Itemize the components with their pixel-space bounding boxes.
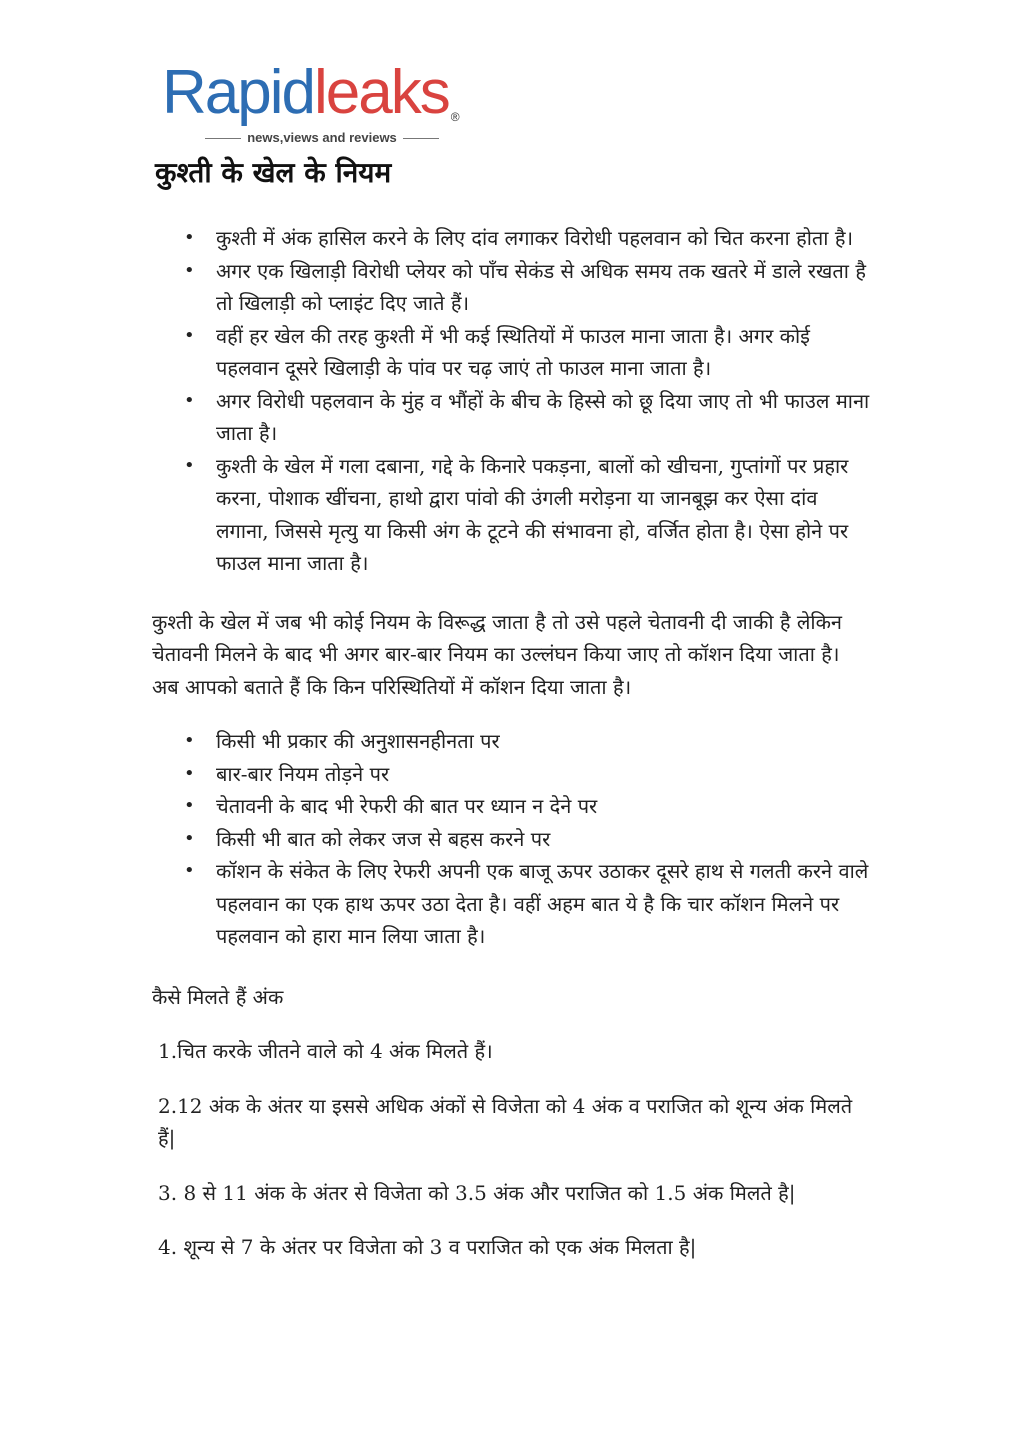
bullet-dot-icon: • (184, 389, 195, 411)
rules-list-item (152, 255, 872, 320)
bullet-dot-icon: • (184, 762, 195, 784)
scoring-rule: 2.12 अंक के अंतर या इससे अधिक अंकों से विजेता को 4 अंक व पराजित को शून्य अंक मिलते हैं| (158, 1093, 853, 1150)
logo-rapid-text: Rapid (162, 58, 314, 127)
bullet-dot-icon: • (184, 795, 195, 816)
caution-list-item (152, 823, 872, 856)
caution-text: बार-बार नियम तोड़ने पर (216, 761, 390, 786)
caution-text: किसी भी बात को लेकर जज से बहस करने पर (216, 826, 551, 851)
bullet-dot-icon: • (184, 259, 195, 281)
caution-intro-paragraph: कुश्ती के खेल में जब भी कोई नियम के विरूद्ध जाता है तो उसे पहले चेतावनी दी जाकी है लेकिन चेतावनी मिलने के बाद भी अगर बार-बार नियम का उल्लंघन किया जाए तो कॉशन दिया जाता है। अब आपको बताते हैं कि किन परिस्थितियों में कॉशन दिया जाता है। (152, 609, 843, 699)
caution-text: चेतावनी के बाद भी रेफरी की बात पर ध्यान न देने पर (216, 794, 598, 818)
article-body (152, 222, 872, 1264)
bullet-dot-icon: • (184, 730, 195, 751)
caution-list-item (152, 855, 872, 953)
rule-text: वहीं हर खेल की तरह कुश्ती में भी कई स्थितियों में फाउल माना जाता है। अगर कोई पहलवान दूसरे खिलाड़ी के पांव पर चढ़ जाएं तो फाउल माना जाता है। (216, 323, 810, 380)
rules-list-item (152, 320, 872, 385)
caution-list-item (152, 790, 872, 823)
rule-text: अगर एक खिलाड़ी विरोधी प्लेयर को पाँच सेकंड से अधिक समय तक खतरे में डाले रखता है तो खिलाड़ी को प्लाइंट दिए जाते हैं। (216, 258, 866, 315)
rules-list-item (152, 385, 872, 450)
rule-text: कुश्ती में अंक हासिल करने के लिए दांव लगाकर विरोधी पहलवान को चित करना होता है। (216, 226, 854, 250)
registered-mark: ® (450, 110, 458, 124)
logo-tagline: news,views and reviews (192, 130, 452, 145)
bullet-dot-icon: • (184, 827, 195, 849)
rule-text: अगर विरोधी पहलवान के मुंह व भौंहों के बीच के हिस्से को छू दिया जाए तो भी फाउल माना जाता है। (216, 388, 870, 445)
scoring-rule: 3. 8 से 11 अंक के अंतर से विजेता को 3.5 अंक और पराजित को 1.5 अंक मिलते है| (158, 1180, 796, 1205)
logo-leaks-text: leaks (314, 58, 449, 127)
bullet-dot-icon: • (184, 860, 195, 881)
logo-wordmark (162, 58, 462, 127)
caution-text: कॉशन के संकेत के लिए रेफरी अपनी एक बाजू ऊपर उठाकर दूसरे हाथ से गलती करने वाले पहलवान का एक हाथ ऊपर उठा देता है। वहीं अहम बात ये है कि चार कॉशन मिलने पर पहलवान को हारा मान लिया जाता है। (216, 859, 869, 948)
bullet-dot-icon: • (184, 227, 195, 248)
caution-list (152, 725, 872, 953)
scoring-rule: 4. शून्य से 7 के अंतर पर विजेता को 3 व पराजित को एक अंक मिलता है| (158, 1235, 697, 1259)
page-title: कुश्ती के खेल के नियम (155, 156, 392, 189)
caution-text: किसी भी प्रकार की अनुशासनहीनता पर (216, 729, 500, 753)
rules-list-item (152, 450, 872, 580)
caution-list-item (152, 758, 872, 791)
rules-list-item (152, 222, 872, 255)
rules-list (152, 222, 872, 580)
bullet-dot-icon: • (184, 324, 195, 346)
scoring-heading: कैसे मिलते हैं अंक (152, 984, 284, 1009)
caution-list-item (152, 725, 872, 758)
bullet-dot-icon: • (184, 454, 195, 476)
rapidleaks-logo (162, 58, 462, 152)
rule-text: कुश्ती के खेल में गला दबाना, गद्दे के किनारे पकड़ना, बालों को खीचना, गुप्तांगों पर प्रहार करना, पोशाक खींचना, हाथो द्वारा पांवो की उंगली मरोड़ना या जानबूझ कर ऐसा दांव लगाना, जिससे मृत्यु या किसी अंग के टूटने की संभावना हो, वर्जित होता है। ऐसा होने पर फाउल माना जाता है। (216, 453, 849, 575)
scoring-rule: 1.चित करके जीतने वाले को 4 अंक मिलते हैं। (158, 1039, 493, 1063)
